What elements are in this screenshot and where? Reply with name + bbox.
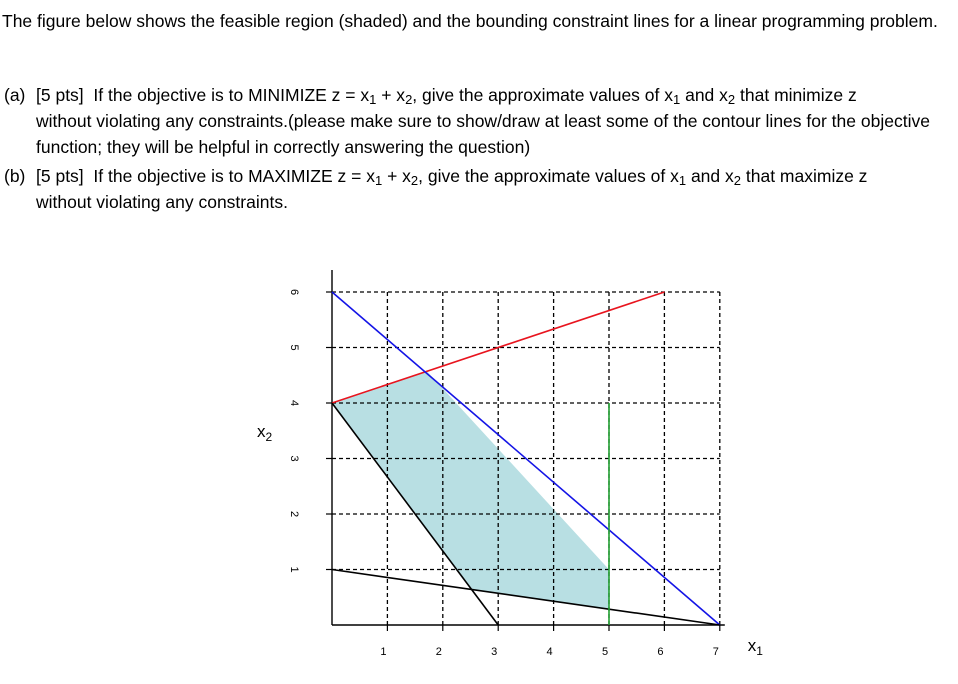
x-tick-label-6: 6 bbox=[657, 646, 664, 658]
sub: 1 bbox=[673, 92, 681, 107]
part-b-points: [5 pts] bbox=[36, 166, 84, 186]
y-tick-label-4: 4 bbox=[288, 399, 300, 407]
part-b-label: (b) bbox=[4, 166, 26, 186]
part-b-and: and x bbox=[686, 166, 734, 186]
x-tick-label-7: 7 bbox=[712, 646, 719, 658]
x-tick-label-2: 2 bbox=[435, 646, 442, 658]
part-a-plus: + x bbox=[376, 85, 406, 105]
part-a-and: and x bbox=[680, 85, 728, 105]
part-b-text-mid: , give the approximate values of x bbox=[418, 166, 679, 186]
x-axis-label: $x_1$ bbox=[747, 636, 763, 658]
sub: 1 bbox=[678, 173, 687, 188]
part-b-text-end: that maximize z bbox=[741, 166, 868, 186]
part-b-text: If the objective is to MAXIMIZE z = x bbox=[93, 166, 375, 186]
x-tick-label-1: 1 bbox=[380, 646, 387, 658]
y-axis-label-sub: 2 bbox=[265, 430, 273, 444]
x-tick-label-4: 4 bbox=[546, 646, 553, 658]
part-a-continuation: without violating any constraints.(please make sure to show/draw at least some of the contour lines for the objective function; they will be helpful in correctly answering the question) bbox=[36, 111, 930, 157]
part-a-text-end: that minimize z bbox=[735, 85, 857, 105]
problem-intro: The figure below shows the feasible region (shaded) and the bounding constraint lines for a linear programming problem. bbox=[2, 11, 938, 31]
part-a-points: [5 pts] bbox=[36, 85, 84, 105]
sub: 1 bbox=[369, 92, 377, 107]
sub: 2 bbox=[410, 173, 419, 188]
sub: 2 bbox=[727, 92, 736, 107]
y-tick-label-1: 1 bbox=[288, 566, 300, 573]
part-b-continuation: without violating any constraints. bbox=[36, 192, 288, 212]
y-tick-label-6: 6 bbox=[288, 288, 300, 296]
sub: 2 bbox=[733, 173, 741, 188]
part-a-text-mid: , give the approximate values of x bbox=[412, 85, 673, 105]
feasible-region bbox=[332, 371, 609, 609]
sub: 1 bbox=[374, 173, 383, 188]
y-axis-label: $x_2$ bbox=[257, 422, 273, 444]
x-tick-label-3: 3 bbox=[491, 646, 498, 658]
part-b-plus: + x bbox=[382, 166, 411, 186]
y-tick-label-2: 2 bbox=[288, 510, 300, 518]
sub: 2 bbox=[405, 92, 413, 107]
x-axis-label-sub: 1 bbox=[756, 644, 763, 658]
part-a-text: If the objective is to MINIMIZE z = x bbox=[93, 85, 370, 105]
part-a-label: (a) bbox=[4, 85, 26, 105]
y-tick-label-5: 5 bbox=[288, 344, 300, 351]
y-tick-label-3: 3 bbox=[288, 455, 300, 462]
x-tick-label-5: 5 bbox=[601, 646, 609, 658]
